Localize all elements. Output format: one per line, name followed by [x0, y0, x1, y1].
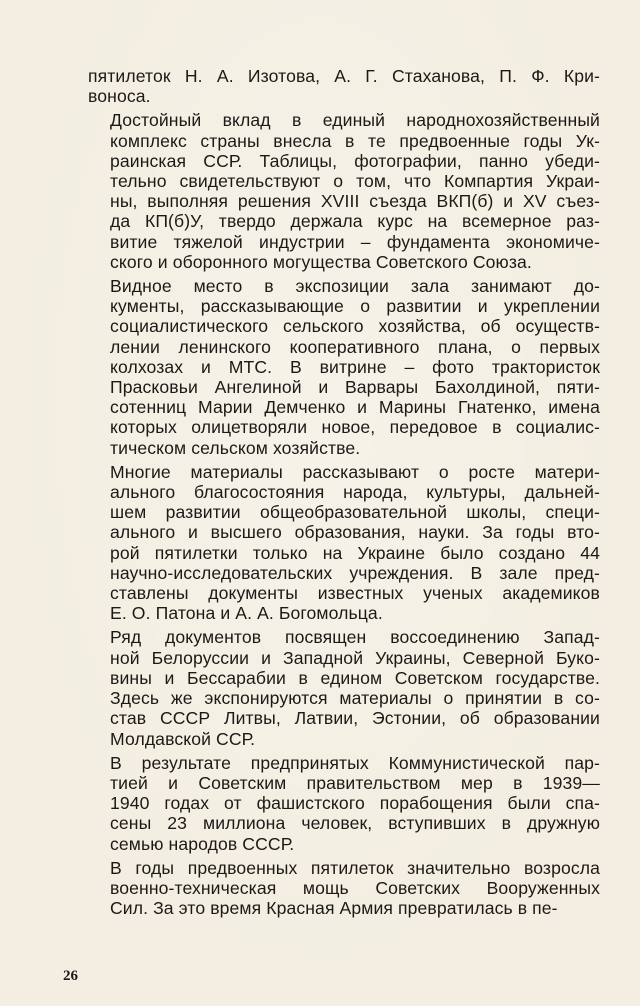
text-line: вины и Бессарабии в едином Советском государстве. [110, 667, 600, 688]
text-line: да КП(б)У, твердо держала курс на всемерное раз- [110, 211, 600, 232]
text-line: 1940 годах от фашистского порабощения были спа- [110, 793, 600, 814]
text-line: тельно свидетельствуют о том, что Компартия Украи- [110, 171, 600, 192]
paragraph [88, 753, 600, 854]
text-line: ны, выполняя решения XVIII съезда ВКП(б) и XV съез- [110, 191, 600, 212]
text-line: которых олицетворяли новое, передовое в социалис- [110, 417, 600, 438]
text-line: научно-исследовательских учреждения. В зале пред- [110, 562, 600, 583]
text-line: социалистического сельского хозяйства, об осуществ- [110, 316, 600, 337]
paragraph [88, 110, 600, 272]
text-line: ной Белоруссии и Западной Украины, Северной Буко- [110, 647, 600, 668]
text-line: семью народов СССР. [110, 833, 295, 854]
text-line: Здесь же экспонируются материалы о принятии в со- [110, 688, 600, 709]
text-line: комплекс страны внесла в те предвоенные годы Ук- [110, 130, 600, 151]
text-line: Достойный вклад в единый народнохозяйственный [110, 110, 600, 131]
text-line: сотенниц Марии Демченко и Марины Гнатенко, имена [110, 397, 600, 418]
text-line: Ряд документов посвящен воссоединению Запад- [110, 627, 600, 648]
text-line: Е. О. Патона и А. А. Богомольца. [110, 603, 383, 624]
paragraph [88, 858, 600, 919]
paragraph [88, 462, 600, 624]
text-line: тическом сельском хозяйстве. [110, 437, 361, 458]
text-line: Многие материалы рассказывают о росте матери- [110, 461, 600, 482]
paragraph [88, 66, 600, 106]
text-line: ставлены документы известных ученых академиков [110, 583, 600, 604]
text-line: витие тяжелой индустрии – фундамента экономиче- [110, 231, 600, 252]
text-line: В годы предвоенных пятилеток значительно возросла [110, 857, 600, 878]
paragraph [88, 627, 600, 748]
text-line: воноса. [88, 86, 151, 107]
text-line: раинская ССР. Таблицы, фотографии, панно убеди- [110, 150, 600, 171]
text-line: шем развитии общеобразовательной школы, специ- [110, 502, 600, 523]
paragraph [88, 276, 600, 458]
text-line: Видное место в экспозиции зала занимают до- [110, 276, 600, 297]
text-line: лении ленинского кооперативного плана, о первых [110, 336, 600, 357]
text-line: Сил. За это время Красная Армия превратилась в пе- [110, 898, 558, 919]
text-line: В результате предпринятых Коммунистической пар- [110, 752, 600, 773]
text-line: тией и Советским правительством мер в 1939— [110, 772, 600, 793]
text-line: Прасковьи Ангелиной и Варвары Бахолдиной, пяти- [110, 377, 600, 398]
text-line: Молдавской ССР. [110, 728, 256, 749]
text-line: колхозах и МТС. В витрине – фото трактористок [110, 356, 600, 377]
text-line: ального благосостояния народа, культуры, дальней- [110, 482, 600, 503]
text-line: военно-техническая мощь Советских Вооруженных [110, 877, 600, 898]
text-line: ального и высшего образования, науки. За годы вто- [110, 522, 600, 543]
body-text [88, 66, 600, 918]
text-line: сены 23 миллиона человек, вступивших в дружную [110, 813, 600, 834]
text-line: став СССР Литвы, Латвии, Эстонии, об образовании [110, 708, 600, 729]
text-line: рой пятилетки только на Украине было создано 44 [110, 542, 600, 563]
text-line: ского и оборонного могущества Советского Союза. [110, 251, 532, 272]
text-line: пятилеток Н. А. Изотова, А. Г. Стаханова, П. Ф. Кри- [88, 66, 600, 86]
text-line: кументы, рассказывающие о развитии и укреплении [110, 296, 600, 317]
page-number: 26 [63, 968, 78, 984]
